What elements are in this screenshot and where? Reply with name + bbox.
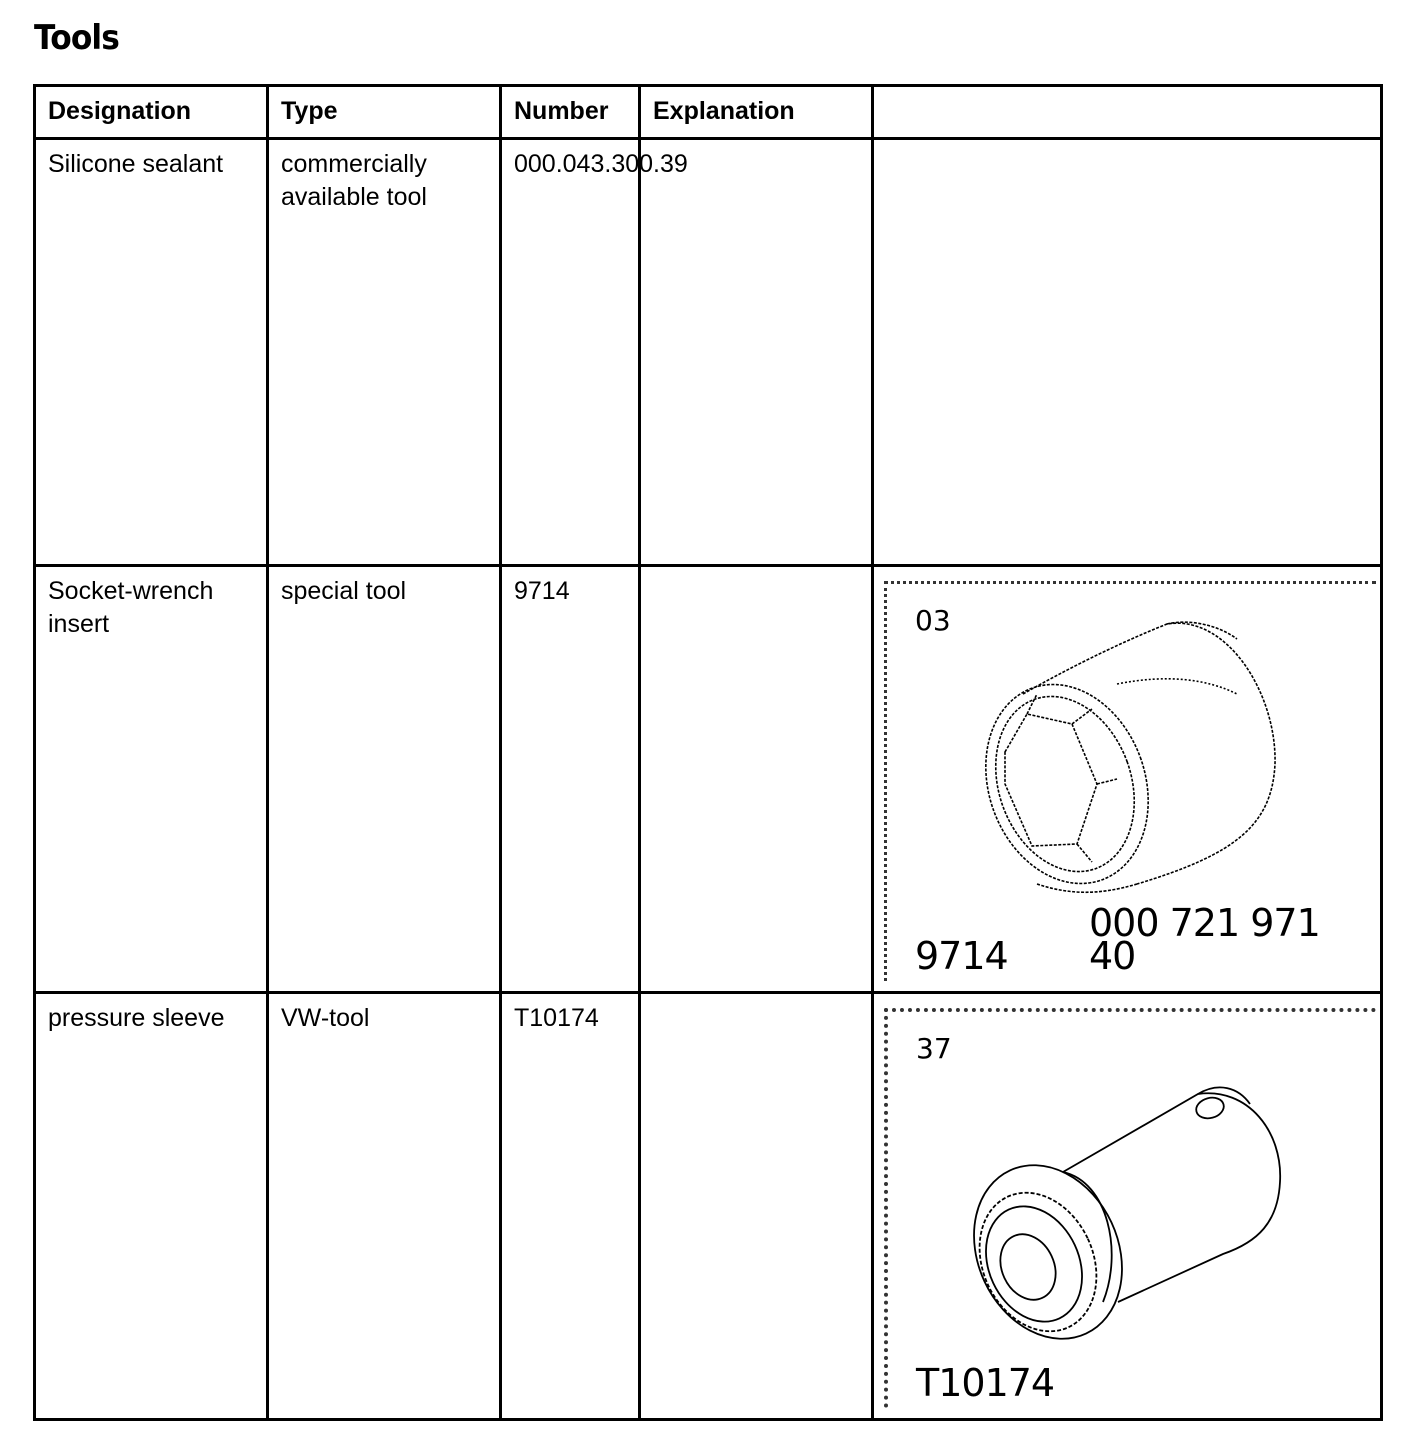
table-header-row [35, 86, 1382, 139]
designation-cell: Silicone sealant [35, 139, 268, 566]
number-cell [501, 566, 640, 993]
illustration-cell [873, 139, 1382, 566]
pressure-sleeve-drawing [884, 1008, 1376, 1408]
number-cell [501, 993, 640, 1420]
tools-table [33, 84, 1383, 1421]
number-value: T10174 [514, 1004, 599, 1032]
number-value: 000.043.300.39 [514, 150, 688, 178]
table-row [35, 566, 1382, 993]
header-designation: Designation [35, 86, 268, 139]
illustration-cell [873, 993, 1382, 1420]
drawing-code: 03 [915, 604, 951, 637]
designation-cell: Socket-wrench insert [35, 566, 268, 993]
table-row [35, 139, 1382, 566]
pressure-sleeve-icon [888, 1012, 1380, 1412]
illustration-cell [873, 566, 1382, 993]
drawing-part-number: 000 721 971 40 [1089, 901, 1320, 978]
header-number: Number [501, 86, 640, 139]
drawing-code: 37 [916, 1032, 952, 1065]
designation-cell: pressure sleeve [35, 993, 268, 1420]
drawing-tool-number: T10174 [916, 1361, 1055, 1405]
header-type: Type [268, 86, 501, 139]
header-illustration [873, 86, 1382, 139]
number-cell [501, 139, 688, 566]
socket-wrench-insert-drawing [884, 581, 1376, 981]
number-value: 9714 [514, 577, 570, 605]
explanation-cell [640, 993, 873, 1420]
explanation-cell [640, 566, 873, 993]
type-cell: commercially available tool [268, 139, 501, 566]
type-cell: VW-tool [268, 993, 501, 1420]
table-row [35, 993, 1382, 1420]
header-explanation: Explanation [640, 86, 873, 139]
type-cell: special tool [268, 566, 501, 993]
explanation-cell [640, 139, 873, 566]
drawing-tool-number: 9714 [915, 934, 1008, 978]
page-title: Tools [34, 18, 119, 58]
